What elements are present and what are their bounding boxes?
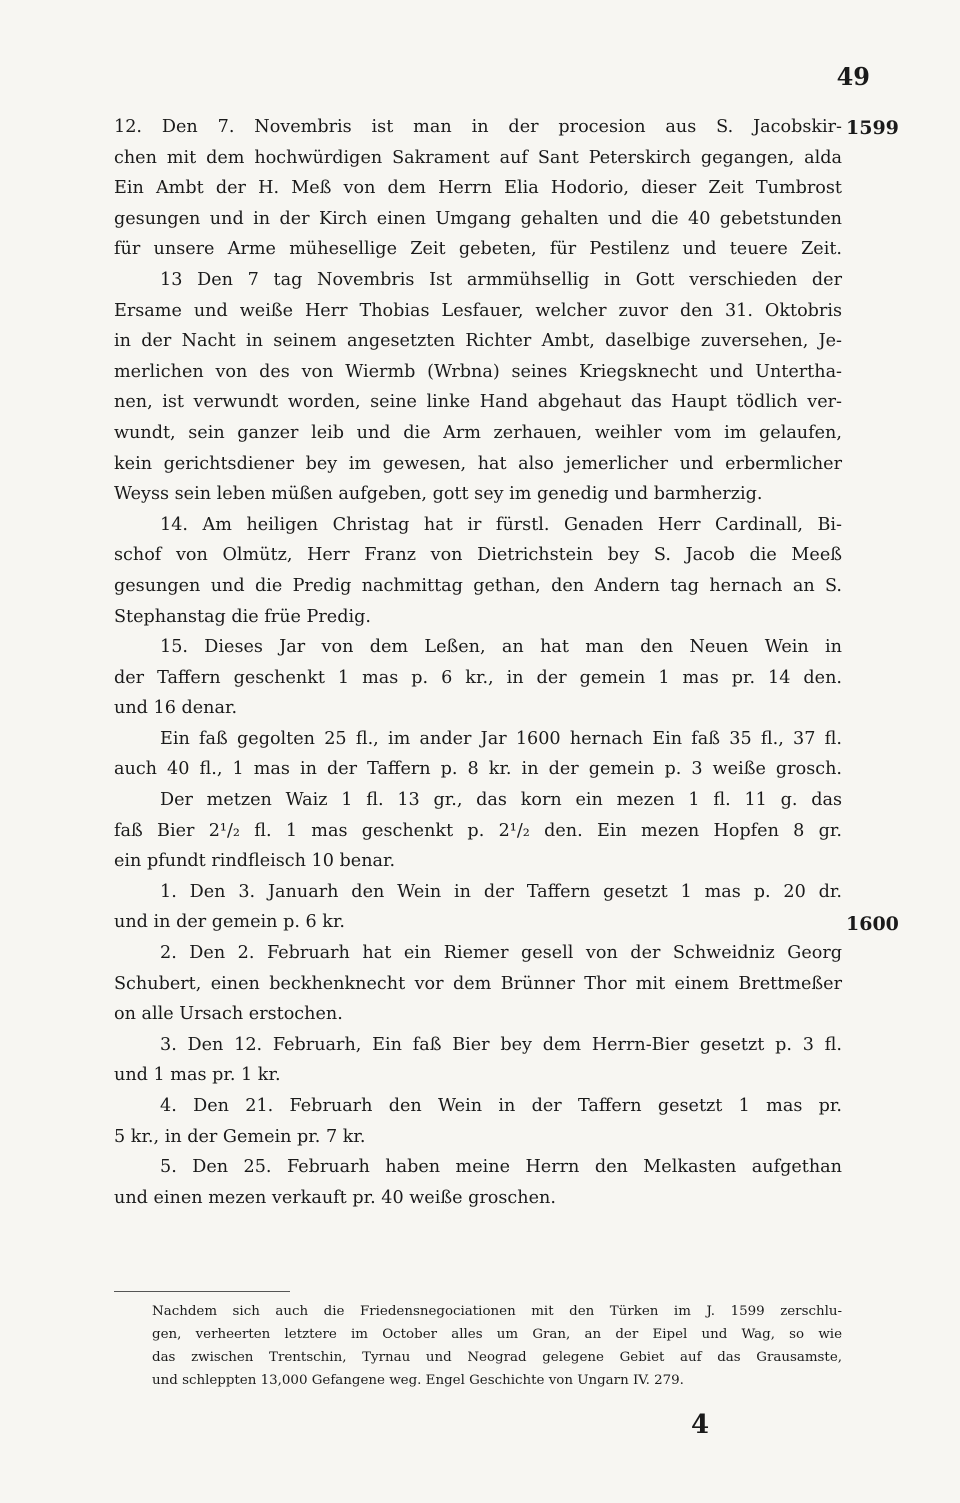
text-line: chen mit dem hochwürdigen Sakrament auf Sant Peterskirch gegangen, alda [114, 147, 842, 168]
text-line: nen, ist verwundt worden, seine linke Hand abgehaut das Haupt tödlich ver- [114, 392, 842, 413]
footnote-line: gen, verheerten letztere im October alles um Gran, an der Eipel und Wag, so wie [152, 1327, 842, 1342]
page-number: 49 [836, 62, 870, 91]
text-line: 3. Den 12. Februarh, Ein faß Bier bey dem Herrn-Bier gesetzt p. 3 fl. [160, 1034, 842, 1055]
text-line: und in der gemein p. 6 kr. [114, 912, 346, 933]
footnote [152, 1300, 842, 1392]
text-line: ein pfundt rindfleisch 10 benar. [114, 851, 396, 872]
text-line: schof von Olmütz, Herr Franz von Dietrichstein bey S. Jacob die Meeß [114, 545, 842, 566]
text-line: Der metzen Waiz 1 fl. 13 gr., das korn ein mezen 1 fl. 11 g. das [160, 790, 842, 811]
text-line: Ein faß gegolten 25 fl., im ander Jar 1600 hernach Ein faß 35 fl., 37 fl. [160, 728, 842, 749]
body-text [114, 112, 842, 1213]
text-line: gesungen und die Predig nachmittag gethan, den Andern tag hernach an S. [114, 575, 842, 596]
footnote-line: das zwischen Trentschin, Tyrnau und Neograd gelegene Gebiet auf das Grausamste, [152, 1350, 842, 1365]
text-line: wundt, sein ganzer leib und die Arm zerhauen, weihler vom im gelaufen, [114, 422, 842, 443]
text-line: und 16 denar. [114, 698, 238, 719]
margin-year: 1600 [846, 913, 899, 935]
text-line: merlichen von des von Wiermb (Wrbna) seines Kriegsknecht und Untertha- [114, 361, 842, 382]
text-line: Ersame und weiße Herr Thobias Lesfauer, welcher zuvor den 31. Oktobris [114, 300, 842, 321]
text-line: Ein Ambt der H. Meß von dem Herrn Elia Hodorio, dieser Zeit Tumbrost [114, 178, 842, 199]
text-line: der Taffern geschenkt 1 mas p. 6 kr., in der gemein 1 mas pr. 14 den. [114, 667, 842, 688]
text-line: Stephanstag die früe Predig. [114, 606, 371, 627]
text-line: auch 40 fl., 1 mas in der Taffern p. 8 kr. in der gemein p. 3 weiße grosch. [114, 759, 842, 780]
text-line: in der Nacht in seinem angesetzten Richter Ambt, daselbige zuversehen, Je- [114, 331, 842, 352]
text-line: und 1 mas pr. 1 kr. [114, 1065, 281, 1086]
text-line: 13 Den 7 tag Novembris Ist armmühsellig in Gott verschieden der [160, 269, 842, 290]
text-line: Schubert, einen beckhenknecht vor dem Brünner Thor mit einem Brettmeßer [114, 973, 842, 994]
text-line: für unsere Arme mühesellige Zeit gebeten, für Pestilenz und teuere Zeit. [114, 239, 842, 260]
text-line: und einen mezen verkauft pr. 40 weiße groschen. [114, 1187, 556, 1208]
footnote-line: Nachdem sich auch die Friedensnegociationen mit den Türken im J. 1599 zerschlu- [152, 1304, 842, 1319]
text-line: on alle Ursach erstochen. [114, 1004, 343, 1025]
text-line: gesungen und in der Kirch einen Umgang gehalten und die 40 gebetstunden [114, 208, 842, 229]
text-line: faß Bier 2¹/₂ fl. 1 mas geschenkt p. 2¹/₂ den. Ein mezen Hopfen 8 gr. [114, 820, 842, 841]
text-line: 5 kr., in der Gemein pr. 7 kr. [114, 1126, 366, 1147]
text-line: 1. Den 3. Januarh den Wein in der Taffern gesetzt 1 mas p. 20 dr. [160, 881, 842, 902]
text-line: 14. Am heiligen Christag hat ir fürstl. Genaden Herr Cardinall, Bi- [160, 514, 842, 535]
margin-year: 1599 [846, 117, 899, 139]
text-line: 4. Den 21. Februarh den Wein in der Taffern gesetzt 1 mas pr. [160, 1096, 842, 1116]
text-line: Weyss sein leben müßen aufgeben, gott sey im genedig und barmherzig. [114, 484, 763, 505]
text-line: kein gerichtsdiener bey im gewesen, hat also jemerlicher und erbermlicher [114, 453, 842, 474]
signature-mark: 4 [690, 1410, 710, 1440]
text-line: 15. Dieses Jar von dem Leßen, an hat man den Neuen Wein in [160, 637, 842, 658]
footnote-rule [114, 1291, 290, 1292]
text-line: 12. Den 7. Novembris ist man in der procesion aus S. Jacobskir- [114, 117, 842, 137]
footnote-line: und schleppten 13,000 Gefangene weg. Engel Geschichte von Ungarn IV. 279. [152, 1373, 684, 1388]
text-line: 2. Den 2. Februarh hat ein Riemer gesell von der Schweidniz Georg [160, 943, 842, 964]
text-line: 5. Den 25. Februarh haben meine Herrn den Melkasten aufgethan [160, 1157, 842, 1178]
